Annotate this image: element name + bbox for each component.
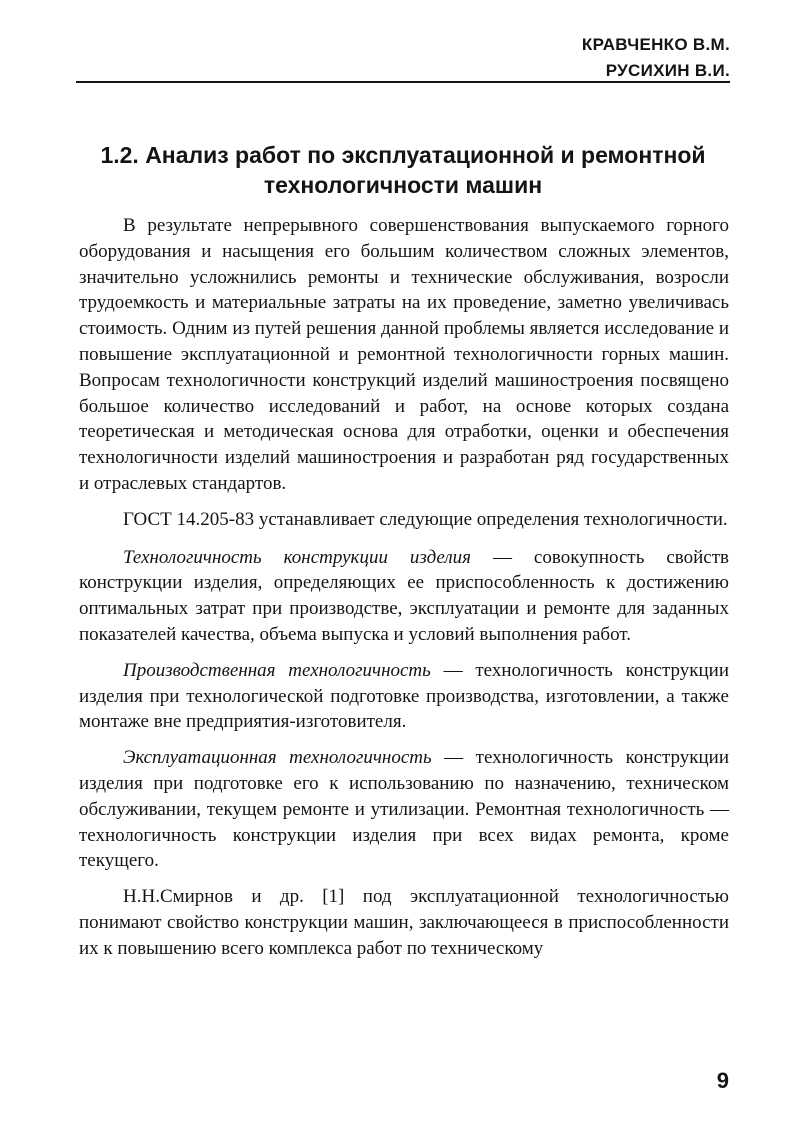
body-text: [79, 213, 729, 972]
definition-text: — технологичность конструкции изделия при подготовке его к использованию по назначению, техническом обслуживании, текущем ремонте и утилизации. Ремонтная технологичность — технологичность конструкции изделия при всех видах ремонта, кроме текущего.: [79, 747, 729, 872]
definition-paragraph: [79, 545, 729, 648]
author-name: КРАВЧЕНКО В.М.: [581, 35, 730, 54]
section-title-line: технологичности машин: [263, 172, 543, 198]
defined-term: Технологичность конструкции изделия: [123, 546, 471, 568]
paragraph: ГОСТ 14.205-83 устанавливает следующие определения технологичности.: [123, 508, 728, 530]
defined-term: Эксплуатационная технологичность: [123, 747, 432, 769]
definition-paragraph: [79, 745, 729, 874]
definition-text: — совокупность свойств конструкции изделия, определяющих ее приспособленность к достижению оптимальных затрат при производстве, эксплуатации и ремонте для заданных показателей качества, объема выпуска и условий выполнения работ.: [79, 546, 729, 645]
paragraph: Н.Н.Смирнов и др. [1] под эксплуатационной технологичностью понимают свойство конструкции машин, заключающееся в приспособленности их к повышению всего комплекса работ по техническому: [79, 886, 729, 959]
section-title-line: 1.2. Анализ работ по эксплуатационной и ремонтной: [100, 142, 706, 168]
header-rule: [76, 81, 730, 83]
definition-text: — технологичность конструкции изделия при технологической подготовке производства, изготовлении, а также монтаже вне предприятия-изготовителя.: [79, 659, 729, 733]
page-number: 9: [716, 1068, 729, 1093]
running-header: [582, 32, 730, 84]
section-title: [76, 140, 730, 200]
paragraph: В результате непрерывного совершенствования выпускаемого горного оборудования и насыщения его большим количеством сложных элементов, значительно усложнились ремонты и технические обслуживания, возросли трудоемкость и материальные затраты на их проведение, заметно увеличивась стоимость. Одним из путей решения данной проблемы является исследование и повышение эксплуатационной и ремонтной технологичности горных машин. Вопросам технологичности конструкций изделий машиностроения посвящено большое количество исследований и работ, на основе которых создана теоретическая и методическая основа для отработки, оценки и обеспечения технологичности изделий машиностроения и разработан ряд государственных и отраслевых стандартов.: [79, 215, 729, 494]
defined-term: Производственная технологичность: [123, 659, 431, 681]
definition-paragraph: [79, 658, 729, 735]
author-name: РУСИХИН В.И.: [605, 61, 730, 80]
